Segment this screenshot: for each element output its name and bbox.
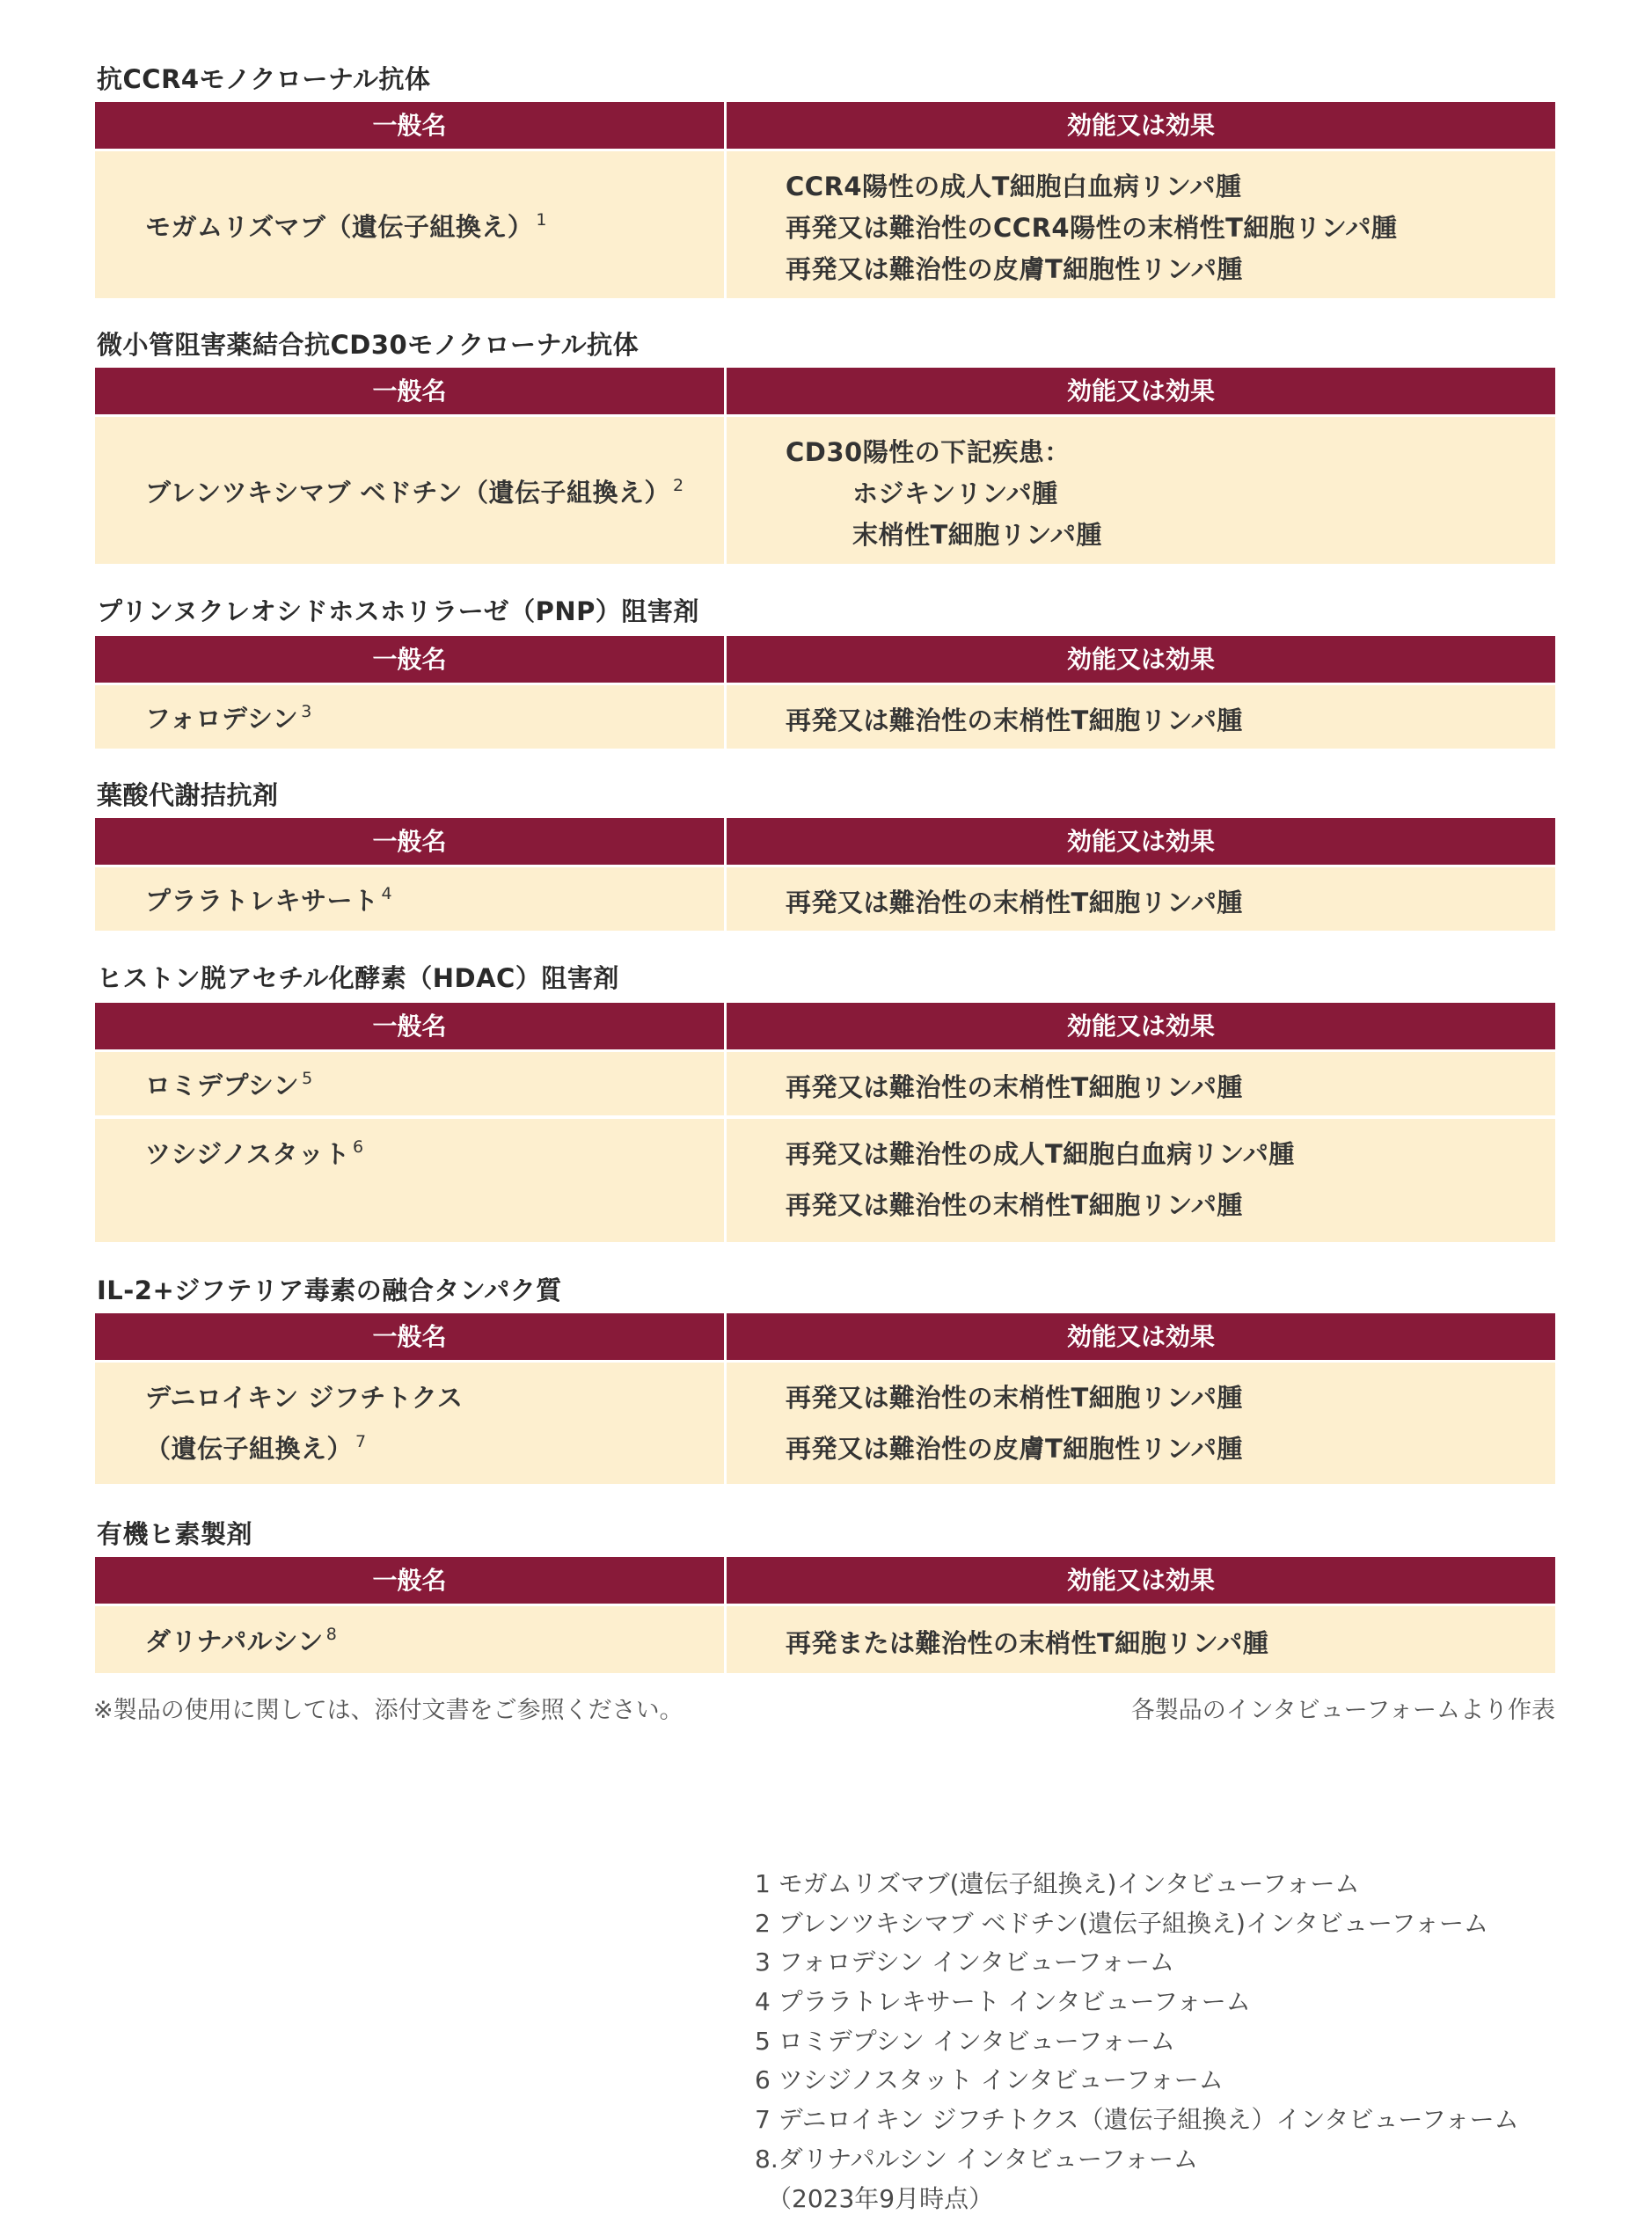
name-cell xyxy=(95,867,727,931)
effect-text: 再発又は難治性の皮膚T細胞性リンパ腫 xyxy=(786,1434,1243,1464)
header-name: 一般名 xyxy=(95,1003,727,1049)
header-name: 一般名 xyxy=(95,1557,727,1604)
name-cell xyxy=(95,1363,727,1484)
effect-text: 末梢性T細胞リンパ腫 xyxy=(852,520,1102,550)
table-row xyxy=(95,1052,1555,1115)
effect-cell xyxy=(727,417,1555,564)
drug-name: モガムリズマブ（遺伝子組換え） xyxy=(145,212,534,242)
header-name: 一般名 xyxy=(95,1313,727,1360)
effect-text: 再発又は難治性のCCR4陽性の末梢性T細胞リンパ腫 xyxy=(786,213,1398,243)
table-row xyxy=(95,1606,1555,1673)
header-name: 一般名 xyxy=(95,636,727,683)
table-row xyxy=(95,417,1555,564)
category-title: ヒストン脱アセチル化酵素（HDAC）阻害剤 xyxy=(97,963,619,993)
table-row xyxy=(95,867,1555,931)
drug-name: デニロイキン ジフチトクス xyxy=(145,1383,464,1413)
reference-item: 2 ブレンツキシマブ ベドチン(遺伝子組換え)インタビューフォーム xyxy=(755,1908,1489,1938)
table-row xyxy=(95,151,1555,298)
table-header xyxy=(95,636,1555,683)
header-effect: 効能又は効果 xyxy=(1066,1322,1215,1351)
reference-list xyxy=(755,1865,1519,2218)
name-cell xyxy=(95,685,727,749)
drug-name-line2: （遺伝子組換え） xyxy=(145,1434,354,1464)
drug-name: プララトレキサート xyxy=(145,886,379,916)
effect-cell xyxy=(727,1363,1555,1484)
effect-text: 再発又は難治性の末梢性T細胞リンパ腫 xyxy=(786,888,1243,917)
header-effect: 効能又は効果 xyxy=(1066,827,1215,856)
header-name: 一般名 xyxy=(95,368,727,414)
header-effect: 効能又は効果 xyxy=(1066,645,1215,674)
source-note: 各製品のインタビューフォームより作表 xyxy=(1130,1697,1555,1724)
drug-name: ダリナパルシン xyxy=(145,1626,324,1656)
table-row xyxy=(95,1119,1555,1242)
reference-item: 7 デニロイキン ジフチトクス（遺伝子組換え）インタビューフォーム xyxy=(755,2105,1519,2135)
reference-item: 8.ダリナパルシン インタビューフォーム xyxy=(755,2144,1199,2174)
name-cell xyxy=(95,1606,727,1673)
ref-mark: 8 xyxy=(325,1625,338,1644)
table-header xyxy=(95,1313,1555,1360)
header-effect: 効能又は効果 xyxy=(1066,376,1215,406)
ref-mark: 3 xyxy=(301,702,312,721)
header-effect: 効能又は効果 xyxy=(1066,1012,1215,1041)
table-header xyxy=(95,368,1555,414)
header-name: 一般名 xyxy=(95,102,727,149)
reference-item: 5 ロミデプシン インタビューフォーム xyxy=(755,2026,1175,2056)
category-title: IL-2+ジフテリア毒素の融合タンパク質 xyxy=(97,1275,562,1305)
ref-mark: 5 xyxy=(302,1069,313,1088)
effect-text: 再発又は難治性の末梢性T細胞リンパ腫 xyxy=(786,1072,1243,1102)
table-header xyxy=(95,102,1555,149)
effect-text: CD30陽性の下記疾患： xyxy=(786,437,1071,467)
header-effect: 効能又は効果 xyxy=(1066,1566,1215,1595)
category-title: 有機ヒ素製剤 xyxy=(97,1519,253,1549)
usage-note: ※製品の使用に関しては、添付文書をご参照ください。 xyxy=(93,1697,683,1724)
effect-cell xyxy=(727,1119,1555,1242)
effect-text: 再発又は難治性の末梢性T細胞リンパ腫 xyxy=(786,1190,1243,1220)
table-header xyxy=(95,1557,1555,1604)
effect-text: 再発又は難治性の末梢性T細胞リンパ腫 xyxy=(786,1383,1243,1413)
effect-text: ホジキンリンパ腫 xyxy=(852,479,1058,508)
drug-name: ブレンツキシマブ ベドチン（遺伝子組換え） xyxy=(145,478,670,508)
category-title: 微小管阻害薬結合抗CD30モノクローナル抗体 xyxy=(97,330,640,360)
drug-name: ロミデプシン xyxy=(145,1071,300,1100)
drug-name: フォロデシン xyxy=(145,704,299,734)
effect-text: 再発または難治性の末梢性T細胞リンパ腫 xyxy=(786,1628,1269,1658)
table-header xyxy=(95,1003,1555,1049)
reference-date: （2023年9月時点） xyxy=(767,2183,994,2213)
table-header xyxy=(95,818,1555,865)
header-effect: 効能又は効果 xyxy=(1066,111,1215,140)
effect-text: 再発又は難治性の皮膚T細胞性リンパ腫 xyxy=(786,254,1243,284)
name-cell xyxy=(95,1052,727,1115)
effect-cell xyxy=(727,1606,1555,1673)
reference-item: 6 ツシジノスタット インタビューフォーム xyxy=(755,2065,1224,2095)
effect-cell xyxy=(727,1052,1555,1115)
category-title: 葉酸代謝拮抗剤 xyxy=(97,780,279,810)
category-title: プリンヌクレオシドホスホリラーゼ（PNP）阻害剤 xyxy=(97,596,699,626)
ref-mark: 7 xyxy=(355,1432,367,1451)
table-row xyxy=(95,1363,1555,1484)
ref-mark: 2 xyxy=(672,476,684,495)
ref-mark: 6 xyxy=(352,1137,364,1157)
drug-name: ツシジノスタット xyxy=(145,1139,350,1169)
name-cell xyxy=(95,1119,727,1242)
effect-cell xyxy=(727,151,1555,298)
name-cell xyxy=(95,151,727,298)
reference-item: 1 モガムリズマブ(遺伝子組換え)インタビューフォーム xyxy=(755,1869,1360,1898)
category-title: 抗CCR4モノクローナル抗体 xyxy=(97,64,431,94)
table-row xyxy=(95,685,1555,749)
reference-item: 4 プララトレキサート インタビューフォーム xyxy=(755,1987,1251,2017)
ref-mark: 1 xyxy=(536,210,547,230)
effect-text: 再発又は難治性の成人T細胞白血病リンパ腫 xyxy=(786,1139,1295,1169)
effect-cell xyxy=(727,867,1555,931)
effect-text: CCR4陽性の成人T細胞白血病リンパ腫 xyxy=(786,172,1242,201)
effect-cell xyxy=(727,685,1555,749)
reference-item: 3 フォロデシン インタビューフォーム xyxy=(755,1948,1175,1977)
name-cell xyxy=(95,417,727,564)
effect-text: 再発又は難治性の末梢性T細胞リンパ腫 xyxy=(786,705,1243,735)
header-name: 一般名 xyxy=(95,818,727,865)
ref-mark: 4 xyxy=(381,884,393,903)
